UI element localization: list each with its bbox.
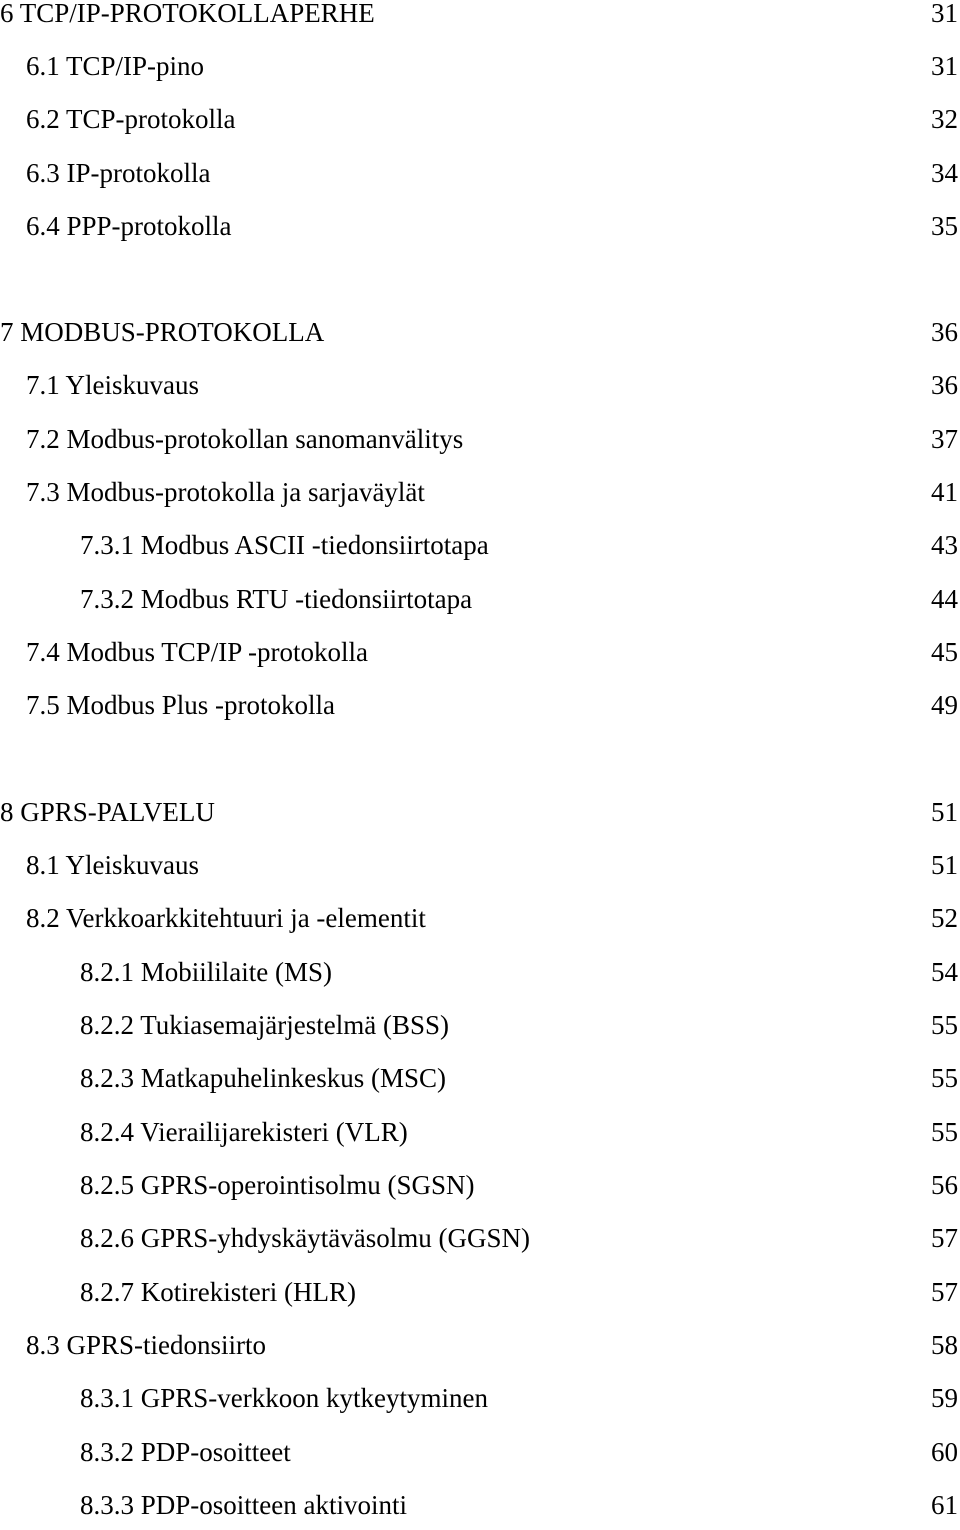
toc-entry-page: 52 (931, 903, 958, 933)
toc-entry-page: 45 (931, 637, 958, 667)
toc-entry-page: 51 (931, 797, 958, 827)
toc-entry-page: 51 (931, 850, 958, 880)
toc-entry-page: 61 (931, 1490, 958, 1520)
toc-entry-title: 7.5 Modbus Plus -protokolla (26, 690, 336, 720)
toc-subsection-8-2-6[interactable] (0, 1223, 958, 1263)
toc-section-7-2[interactable] (0, 424, 958, 464)
toc-chapter-6[interactable] (0, 0, 958, 38)
toc-entry-page: 60 (931, 1437, 958, 1467)
toc-entry-page: 56 (931, 1170, 958, 1200)
toc-entry-title: 8.2.1 Mobiililaite (MS) (80, 957, 332, 987)
toc-entry-title: 8.3.2 PDP-osoitteet (80, 1437, 291, 1467)
toc-subsection-8-2-3[interactable] (0, 1063, 958, 1103)
toc-entry-title: 8.3 GPRS-tiedonsiirto (26, 1330, 267, 1360)
toc-entry-page: 54 (931, 957, 958, 987)
toc-entry-title: 7 MODBUS-PROTOKOLLA (0, 317, 325, 347)
toc-subsection-8-2-7[interactable] (0, 1277, 958, 1317)
toc-entry-page: 59 (931, 1383, 958, 1413)
toc-entry-title: 8 GPRS-PALVELU (0, 797, 215, 827)
toc-entry-page: 44 (931, 584, 958, 614)
toc-entry-page: 57 (931, 1223, 958, 1253)
toc-entry-title: 7.3.1 Modbus ASCII -tiedonsiirtotapa (80, 530, 489, 560)
toc-entry-title: 8.2 Verkkoarkkitehtuuri ja -elementit (26, 903, 426, 933)
toc-section-7-1[interactable] (0, 370, 958, 410)
toc-entry-page: 57 (931, 1277, 958, 1307)
toc-entry-title: 8.2.2 Tukiasemajärjestelmä (BSS) (80, 1010, 449, 1040)
toc-entry-page: 55 (931, 1010, 958, 1040)
toc-entry-page: 55 (931, 1063, 958, 1093)
toc-subsection-8-2-2[interactable] (0, 1010, 958, 1050)
toc-entry-page: 43 (931, 530, 958, 560)
toc-entry-title: 8.2.4 Vierailijarekisteri (VLR) (80, 1117, 408, 1147)
toc-subsection-8-2-1[interactable] (0, 957, 958, 997)
toc-subsection-7-3-2[interactable] (0, 584, 958, 624)
toc-section-8-1[interactable] (0, 850, 958, 890)
toc-entry-title: 8.3.1 GPRS-verkkoon kytkeytyminen (80, 1383, 488, 1413)
toc-entry-title: 7.1 Yleiskuvaus (26, 370, 199, 400)
toc-entry-title: 7.2 Modbus-protokollan sanomanvälitys (26, 424, 464, 454)
toc-entry-title: 6.4 PPP-protokolla (26, 211, 232, 241)
toc-entry-page: 34 (931, 158, 958, 188)
toc-entry-title: 8.2.7 Kotirekisteri (HLR) (80, 1277, 356, 1307)
toc-section-7-5[interactable] (0, 690, 958, 730)
toc-section-8-3[interactable] (0, 1330, 958, 1370)
toc-entry-title: 8.2.5 GPRS-operointisolmu (SGSN) (80, 1170, 475, 1200)
toc-entry-title: 8.1 Yleiskuvaus (26, 850, 199, 880)
toc-entry-page: 49 (931, 690, 958, 720)
toc-subsection-8-3-3[interactable] (0, 1490, 958, 1530)
toc-entry-page: 35 (931, 211, 958, 241)
toc-subsection-8-2-4[interactable] (0, 1117, 958, 1157)
toc-entry-title: 7.4 Modbus TCP/IP -protokolla (26, 637, 369, 667)
toc-chapter-8[interactable] (0, 797, 958, 837)
toc-subsection-8-3-2[interactable] (0, 1437, 958, 1477)
toc-subsection-8-2-5[interactable] (0, 1170, 958, 1210)
toc-entry-title: 6.1 TCP/IP-pino (26, 51, 205, 81)
toc-entry-page: 32 (931, 104, 958, 134)
toc-entry-page: 37 (931, 424, 958, 454)
toc-entry-title: 6 TCP/IP-PROTOKOLLAPERHE (0, 0, 375, 28)
toc-section-6-1[interactable] (0, 51, 958, 91)
toc-chapter-7[interactable] (0, 317, 958, 357)
toc-section-6-3[interactable] (0, 158, 958, 198)
toc-subsection-7-3-1[interactable] (0, 530, 958, 570)
toc-section-6-2[interactable] (0, 104, 958, 144)
toc-entry-title: 6.3 IP-protokolla (26, 158, 211, 188)
toc-section-7-4[interactable] (0, 637, 958, 677)
toc-section-7-3[interactable] (0, 477, 958, 517)
toc-entry-title: 7.3.2 Modbus RTU -tiedonsiirtotapa (80, 584, 473, 614)
toc-section-8-2[interactable] (0, 903, 958, 943)
toc-entry-page: 36 (931, 370, 958, 400)
toc-entry-page: 36 (931, 317, 958, 347)
toc-entry-page: 31 (931, 51, 958, 81)
toc-entry-title: 7.3 Modbus-protokolla ja sarjaväylät (26, 477, 425, 507)
toc-section-6-4[interactable] (0, 211, 958, 251)
toc-entry-title: 8.3.3 PDP-osoitteen aktivointi (80, 1490, 407, 1520)
toc-entry-title: 8.2.3 Matkapuhelinkeskus (MSC) (80, 1063, 446, 1093)
toc-entry-page: 55 (931, 1117, 958, 1147)
toc-subsection-8-3-1[interactable] (0, 1383, 958, 1423)
toc-entry-page: 58 (931, 1330, 958, 1360)
toc-entry-title: 6.2 TCP-protokolla (26, 104, 236, 134)
toc-entry-page: 41 (931, 477, 958, 507)
toc-entry-title: 8.2.6 GPRS-yhdyskäytäväsolmu (GGSN) (80, 1223, 530, 1253)
toc-entry-page: 31 (931, 0, 958, 28)
